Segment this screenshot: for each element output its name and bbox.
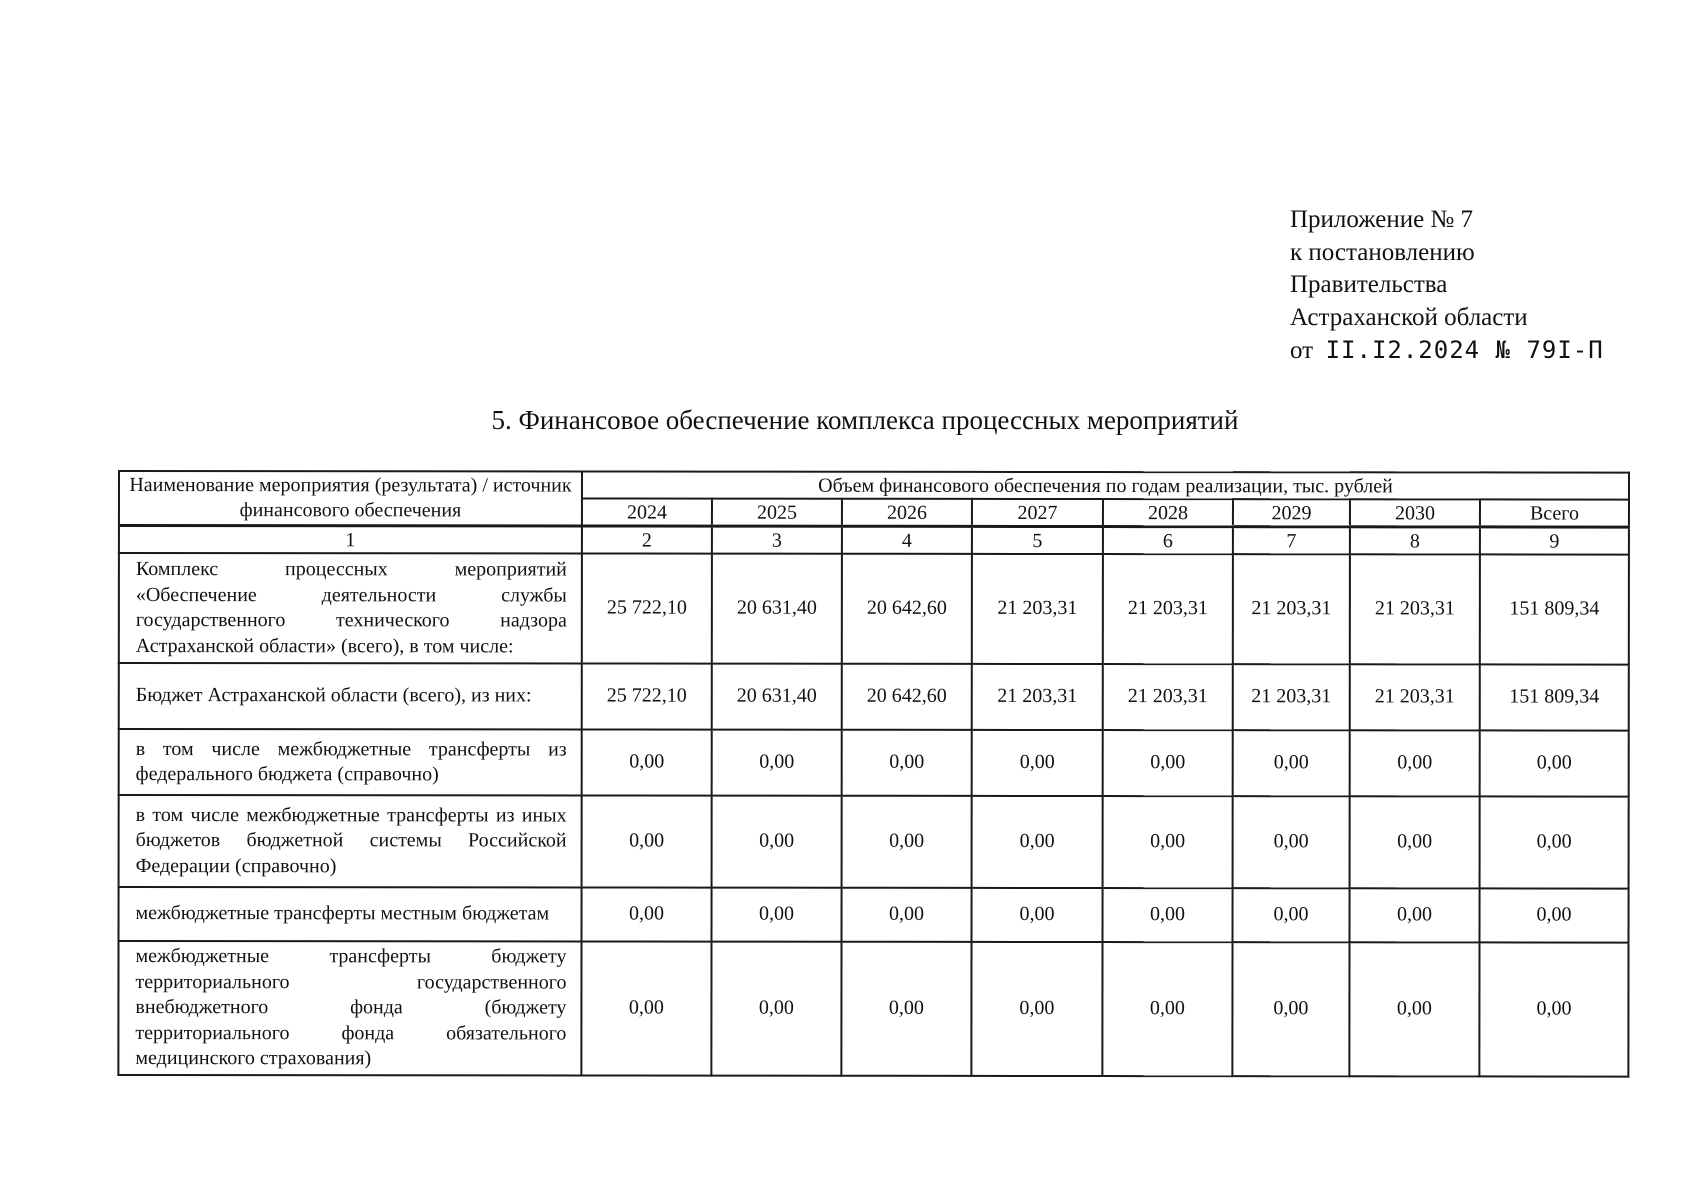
value-cell: 0,00 [1233, 796, 1350, 888]
value-cell: 0,00 [582, 729, 712, 795]
value-cell: 0,00 [582, 887, 712, 941]
value-cell: 0,00 [842, 796, 972, 888]
value-cell: 21 203,31 [1103, 554, 1233, 664]
column-number: 2 [582, 526, 712, 554]
table-row [119, 553, 1629, 665]
table-row [118, 941, 1628, 1076]
column-number: 1 [119, 526, 582, 554]
value-cell: 151 809,34 [1480, 554, 1629, 664]
header-row-1 [119, 471, 1629, 500]
value-cell: 0,00 [971, 942, 1102, 1076]
value-cell: 20 631,40 [712, 664, 842, 730]
value-cell: 0,00 [1102, 942, 1232, 1076]
column-number: 9 [1480, 527, 1629, 555]
value-cell: 20 642,60 [842, 664, 972, 730]
financing-table-body [118, 471, 1629, 1076]
column-number: 5 [972, 526, 1103, 554]
value-cell: 0,00 [712, 888, 842, 942]
value-cell: 0,00 [972, 796, 1103, 888]
value-cell: 0,00 [1103, 730, 1233, 796]
value-cell: 20 642,60 [842, 554, 972, 664]
year-header: 2026 [842, 499, 972, 527]
appendix-date-prefix: от [1290, 337, 1314, 364]
value-cell: 21 203,31 [972, 554, 1103, 664]
column-number: 7 [1233, 527, 1350, 555]
row-name-cell: в том числе межбюджетные трансферты из федерального бюджета (справочно) [119, 729, 582, 795]
financing-table [117, 470, 1630, 1077]
value-cell: 151 809,34 [1480, 664, 1629, 730]
value-cell: 0,00 [1480, 888, 1629, 942]
year-header: 2028 [1103, 499, 1233, 527]
appendix-line-1: Приложение № 7 [1290, 206, 1474, 233]
row-name-cell: в том числе межбюджетные трансферты из иных бюджетов бюджетной системы Российской Федерации (справочно) [119, 795, 582, 887]
appendix-block [1290, 204, 1604, 368]
value-cell: 0,00 [972, 888, 1103, 942]
value-cell: 0,00 [582, 795, 712, 887]
value-cell: 0,00 [581, 941, 711, 1075]
year-header: 2027 [972, 499, 1103, 527]
table-row [119, 729, 1629, 797]
value-cell: 0,00 [842, 888, 972, 942]
value-cell: 0,00 [1350, 730, 1480, 796]
value-cell: 21 203,31 [1233, 664, 1350, 730]
year-header: 2025 [712, 499, 842, 527]
section-title: 5. Финансовое обеспечение комплекса процессных мероприятий [491, 405, 1239, 435]
value-cell: 0,00 [1350, 796, 1480, 888]
table-row [119, 887, 1629, 943]
table-row [119, 663, 1629, 731]
value-cell: 0,00 [841, 942, 971, 1076]
year-header: 2030 [1350, 499, 1480, 527]
row-name-cell: межбюджетные трансферты бюджету территориального государственного внебюджетного фонда (бюджету территориального фонда обязательного медицинского страхования) [118, 941, 581, 1075]
column-number: 6 [1103, 527, 1233, 555]
value-cell: 0,00 [972, 730, 1103, 796]
value-cell: 21 203,31 [1233, 554, 1350, 664]
column-number: 4 [842, 526, 972, 554]
column-numbers-row [119, 526, 1629, 555]
value-cell: 0,00 [712, 796, 842, 888]
value-cell: 21 203,31 [1350, 554, 1480, 664]
year-header: Всего [1480, 499, 1629, 527]
value-cell: 0,00 [1103, 888, 1233, 942]
value-cell: 0,00 [1103, 796, 1233, 888]
value-cell: 0,00 [1480, 730, 1629, 796]
value-cell: 0,00 [1232, 942, 1349, 1076]
value-cell: 0,00 [1480, 796, 1629, 888]
value-cell: 0,00 [1233, 730, 1350, 796]
appendix-line-4: Астраханской области [1290, 303, 1528, 331]
value-cell: 0,00 [1233, 888, 1350, 942]
value-cell: 0,00 [842, 730, 972, 796]
value-cell: 0,00 [712, 730, 842, 796]
value-cell: 20 631,40 [712, 554, 842, 664]
appendix-date-number-stamp: II.I2.2024 № 79I-П [1325, 336, 1604, 364]
year-header: 2024 [582, 498, 712, 526]
value-cell: 0,00 [1349, 942, 1479, 1076]
value-cell: 0,00 [1350, 888, 1480, 942]
value-cell: 0,00 [1479, 942, 1628, 1076]
appendix-line-2: к постановлению [1290, 238, 1475, 266]
row-name-cell: межбюджетные трансферты местным бюджетам [119, 887, 582, 941]
value-cell: 21 203,31 [1103, 664, 1233, 730]
row-name-cell: Бюджет Астраханской области (всего), из них: [119, 663, 582, 729]
column-number: 3 [712, 526, 842, 554]
table-row [119, 795, 1629, 889]
value-cell: 0,00 [711, 942, 841, 1076]
year-header: 2029 [1233, 499, 1350, 527]
volume-header: Объем финансового обеспечения по годам реализации, тыс. рублей [582, 471, 1629, 499]
name-column-header: Наименование мероприятия (результата) / источник финансового обеспечения [119, 471, 582, 526]
value-cell: 25 722,10 [582, 663, 712, 729]
value-cell: 21 203,31 [972, 664, 1103, 730]
row-name-cell: Комплекс процессных мероприятий «Обеспечение деятельности службы государственного технического надзора Астраханской области» (всего), в том числе: [119, 553, 582, 663]
column-number: 8 [1350, 527, 1480, 555]
appendix-line-5 [1290, 334, 1604, 368]
appendix-line-3: Правительства [1290, 271, 1448, 298]
value-cell: 25 722,10 [582, 553, 712, 663]
value-cell: 21 203,31 [1350, 664, 1480, 730]
